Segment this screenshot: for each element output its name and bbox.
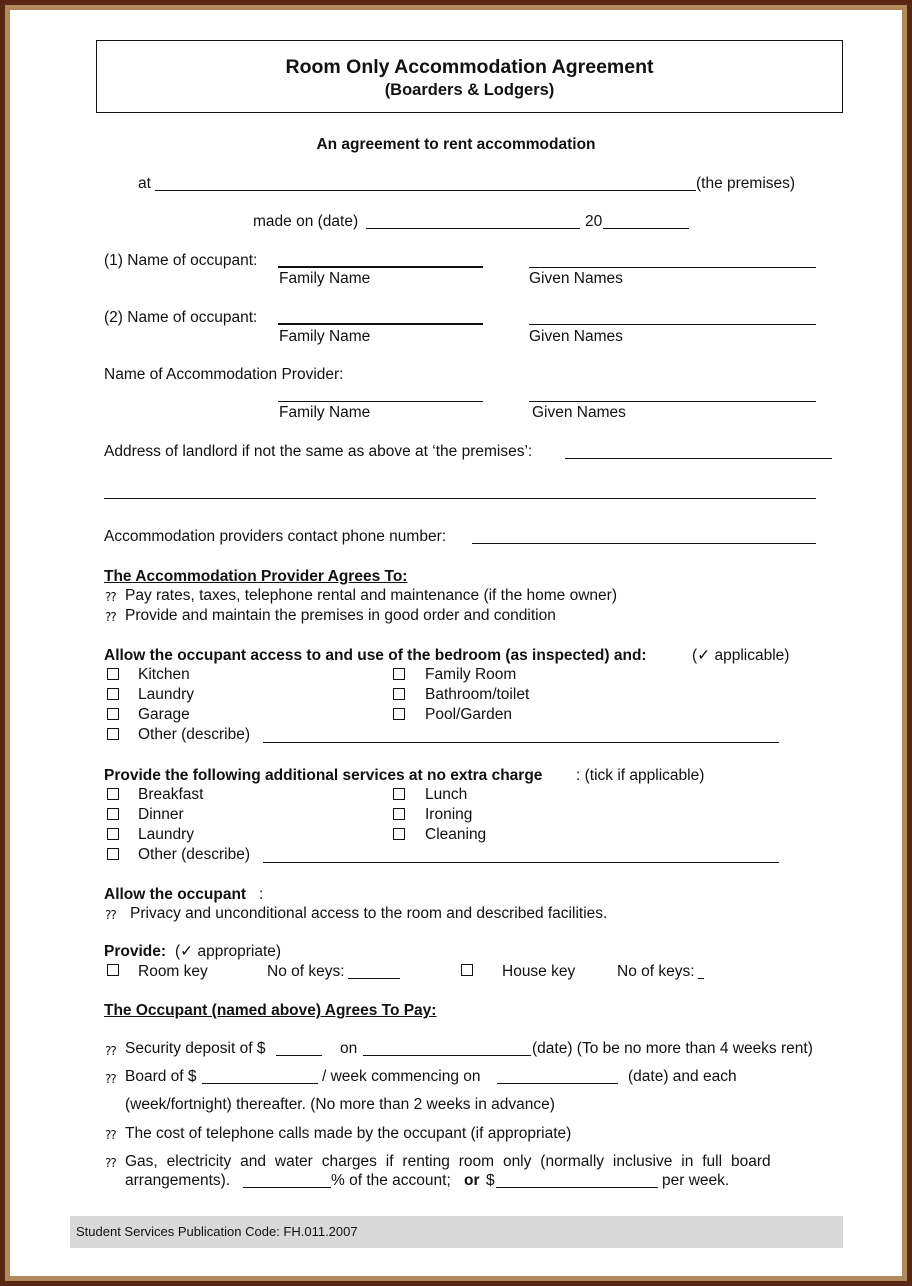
service-laundry-checkbox[interactable] [107, 828, 119, 840]
bullet-icon: ?? [105, 590, 116, 604]
dinner-checkbox[interactable] [107, 808, 119, 820]
room-key-label: Room key [138, 963, 208, 980]
access-option-label: Garage [138, 706, 190, 723]
date-input-line[interactable] [366, 228, 580, 229]
occupant-2-given-line[interactable] [529, 324, 816, 325]
gas-line-2a: arrangements). [125, 1172, 231, 1189]
landlord-address-line-2[interactable] [104, 498, 816, 499]
services-other-label: Other (describe) [138, 846, 250, 863]
bullet-icon: ?? [105, 1072, 116, 1086]
provide-note: (✓ appropriate) [175, 943, 282, 960]
document-subtitle: (Boarders & Lodgers) [384, 81, 555, 99]
house-key-count-label: No of keys: [617, 963, 695, 980]
services-other-line[interactable] [263, 862, 779, 863]
occupant-pays-heading: The Occupant (named above) Agrees To Pay: [104, 1002, 437, 1019]
house-key-count-line[interactable] [698, 978, 704, 979]
footer-text: Student Services Publication Code: FH.011.2007 [76, 1224, 358, 1239]
occupant-2-label: (2) Name of occupant: [104, 309, 258, 326]
access-other-checkbox[interactable] [107, 728, 119, 740]
access-option-label: Kitchen [138, 666, 190, 683]
family-name-caption: Family Name [279, 404, 371, 421]
given-names-caption: Given Names [529, 270, 623, 287]
premises-input-line[interactable] [155, 190, 696, 191]
occupant-1-given-line[interactable] [529, 267, 816, 268]
access-note: (✓ applicable) [692, 647, 790, 664]
gas-dollar: $ [486, 1172, 495, 1189]
lunch-checkbox[interactable] [393, 788, 405, 800]
room-key-count-label: No of keys: [267, 963, 345, 980]
provider-given-line[interactable] [529, 401, 816, 402]
services-heading: Provide the following additional services at no extra charge [104, 767, 543, 784]
provider-agrees-heading: The Accommodation Provider Agrees To: [104, 568, 408, 585]
access-option-label: Bathroom/toilet [425, 686, 530, 703]
laundry-checkbox[interactable] [107, 688, 119, 700]
landlord-address-line-1[interactable] [565, 458, 832, 459]
room-key-count-line[interactable] [348, 978, 400, 979]
ironing-checkbox[interactable] [393, 808, 405, 820]
allow-heading: Allow the occupant [104, 886, 247, 903]
title-box [96, 40, 843, 113]
gas-amount-line[interactable] [496, 1187, 658, 1188]
occupant-1-label: (1) Name of occupant: [104, 252, 258, 269]
occupant-1-family-line[interactable] [278, 266, 483, 268]
document-page [10, 10, 902, 1276]
family-name-caption: Family Name [279, 270, 371, 287]
service-option-label: Laundry [138, 826, 195, 843]
deposit-date-line[interactable] [363, 1055, 531, 1056]
board-mid: / week commencing on [322, 1068, 481, 1085]
access-option-label: Family Room [425, 666, 517, 683]
year-input-line[interactable] [603, 228, 689, 229]
landlord-address-label: Address of landlord if not the same as above at ‘the premises’: [104, 443, 533, 460]
provider-agrees-item: Pay rates, taxes, telephone rental and maintenance (if the home owner) [125, 587, 617, 604]
deposit-label: Security deposit of $ [125, 1040, 266, 1057]
service-option-label: Breakfast [138, 786, 204, 803]
board-date-line[interactable] [497, 1083, 618, 1084]
service-option-label: Cleaning [425, 826, 487, 843]
agreement-heading: An agreement to rent accommodation [316, 136, 596, 153]
document-title: Room Only Accommodation Agreement [285, 56, 654, 78]
made-on-label: made on (date) [253, 213, 359, 230]
footer-bar [70, 1216, 843, 1248]
access-option-label: Pool/Garden [425, 706, 513, 723]
family-room-checkbox[interactable] [393, 668, 405, 680]
allow-colon: : [259, 886, 264, 903]
provider-family-line[interactable] [278, 401, 483, 402]
board-label: Board of $ [125, 1068, 197, 1085]
provide-heading: Provide: [104, 943, 167, 960]
board-tail: (date) and each [628, 1068, 737, 1085]
bullet-icon: ?? [105, 1128, 116, 1142]
service-option-label: Ironing [425, 806, 473, 823]
garage-checkbox[interactable] [107, 708, 119, 720]
bullet-icon: ?? [105, 908, 116, 922]
gas-tail: per week. [662, 1172, 730, 1189]
bullet-icon: ?? [105, 610, 116, 624]
gas-line-1: Gas, electricity and water charges if renting room only (normally inclusive in full board [125, 1153, 771, 1170]
access-other-label: Other (describe) [138, 726, 250, 743]
telephone-item: The cost of telephone calls made by the occupant (if appropriate) [125, 1125, 572, 1142]
given-names-caption: Given Names [529, 328, 623, 345]
provider-label: Name of Accommodation Provider: [104, 366, 344, 383]
bathroom-checkbox[interactable] [393, 688, 405, 700]
gas-or: or [464, 1172, 480, 1189]
allow-item: Privacy and unconditional access to the room and described facilities. [130, 905, 608, 922]
access-other-line[interactable] [263, 742, 779, 743]
at-label: at [138, 175, 151, 192]
given-names-caption: Given Names [532, 404, 626, 421]
services-note: : (tick if applicable) [576, 767, 705, 784]
breakfast-checkbox[interactable] [107, 788, 119, 800]
gas-percent-line[interactable] [243, 1187, 331, 1188]
access-heading: Allow the occupant access to and use of the bedroom (as inspected) and: [104, 647, 647, 664]
kitchen-checkbox[interactable] [107, 668, 119, 680]
provider-agrees-item: Provide and maintain the premises in good order and condition [125, 607, 556, 624]
house-key-label: House key [502, 963, 576, 980]
service-option-label: Lunch [425, 786, 468, 803]
deposit-on-label: on [340, 1040, 358, 1057]
pool-garden-checkbox[interactable] [393, 708, 405, 720]
house-key-checkbox[interactable] [461, 964, 473, 976]
phone-input-line[interactable] [472, 543, 816, 544]
occupant-2-family-line[interactable] [278, 323, 483, 325]
deposit-tail: (date) (To be no more than 4 weeks rent) [532, 1040, 813, 1057]
year-prefix: 20 [585, 213, 603, 230]
cleaning-checkbox[interactable] [393, 828, 405, 840]
access-option-label: Laundry [138, 686, 195, 703]
deposit-amount-line[interactable] [276, 1055, 322, 1056]
services-other-checkbox[interactable] [107, 848, 119, 860]
board-line-2: (week/fortnight) thereafter. (No more than 2 weeks in advance) [125, 1096, 555, 1113]
room-key-checkbox[interactable] [107, 964, 119, 976]
premises-label: (the premises) [696, 175, 796, 192]
phone-label: Accommodation providers contact phone number: [104, 528, 447, 545]
family-name-caption: Family Name [279, 328, 371, 345]
service-option-label: Dinner [138, 806, 184, 823]
bullet-icon: ?? [105, 1044, 116, 1058]
gas-percent-label: % of the account; [331, 1172, 451, 1189]
bullet-icon: ?? [105, 1156, 116, 1170]
board-amount-line[interactable] [202, 1083, 318, 1084]
